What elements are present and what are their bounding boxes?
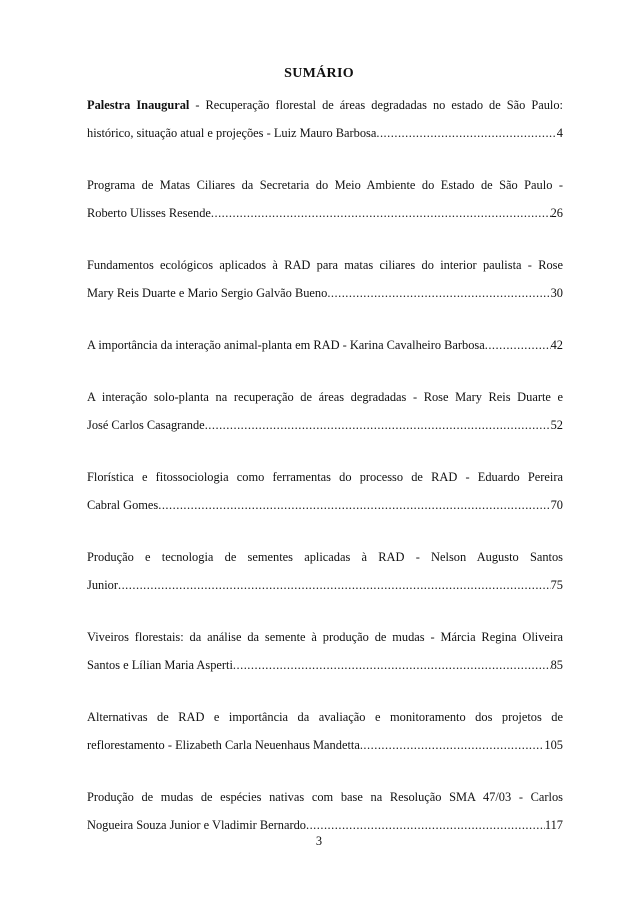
toc-entry[interactable] bbox=[87, 91, 563, 147]
toc-entry-title-line: Alternativas de RAD e importância da avaliação e monitoramento dos projetos de bbox=[87, 710, 563, 724]
toc-entry-title-tail: Cabral Gomes bbox=[87, 498, 159, 512]
dot-leader bbox=[233, 651, 551, 679]
toc-entry-title-line: Produção e tecnologia de sementes aplicadas à RAD - Nelson Augusto Santos bbox=[87, 550, 563, 564]
dot-leader bbox=[118, 571, 551, 599]
toc-entry-title-line: A interação solo-planta na recuperação de áreas degradadas - Rose Mary Reis Duarte e bbox=[87, 390, 563, 404]
toc-entry-bold-label: Palestra Inaugural bbox=[87, 98, 190, 112]
toc-entry-title-line: - Recuperação florestal de áreas degradadas no estado de São Paulo: bbox=[189, 98, 563, 112]
toc-entry-last-line bbox=[87, 651, 563, 679]
toc-entry-title-line: Florística e fitossociologia como ferramentas do processo de RAD - Eduardo Pereira bbox=[87, 470, 563, 484]
toc-entry-last-line bbox=[87, 411, 563, 439]
toc-entry[interactable] bbox=[87, 623, 563, 679]
toc-entry-title-tail: Junior bbox=[87, 578, 118, 592]
toc-entry-title-tail: Roberto Ulisses Resende bbox=[87, 206, 211, 220]
toc-entry-last-line bbox=[87, 571, 563, 599]
dot-leader bbox=[485, 331, 551, 359]
toc-entry-page: 105 bbox=[544, 738, 563, 752]
toc-entry-page: 70 bbox=[550, 498, 563, 512]
toc-entry-page: 30 bbox=[550, 286, 563, 300]
dot-leader bbox=[158, 491, 550, 519]
toc-entry-title-tail: A importância da interação animal-planta em RAD - Karina Cavalheiro Barbosa bbox=[87, 338, 485, 352]
dot-leader bbox=[205, 411, 551, 439]
toc-entry-title-line: Viveiros florestais: da análise da semente à produção de mudas - Márcia Regina Oliveira bbox=[87, 630, 563, 644]
toc-entry-title-tail: Santos e Lílian Maria Asperti bbox=[87, 658, 233, 672]
toc-entry-page: 42 bbox=[550, 338, 563, 352]
toc-entry-page: 4 bbox=[556, 126, 563, 140]
dot-leader bbox=[360, 731, 545, 759]
toc-entry-title-line: Programa de Matas Ciliares da Secretaria do Meio Ambiente do Estado de São Paulo - bbox=[87, 178, 563, 192]
toc-entry-line bbox=[87, 91, 563, 119]
toc-entry-title-tail: reflorestamento - Elizabeth Carla Neuenhaus Mandetta bbox=[87, 738, 360, 752]
toc-entry[interactable] bbox=[87, 251, 563, 307]
toc-entry-title-tail: Mary Reis Duarte e Mario Sergio Galvão Bueno bbox=[87, 286, 328, 300]
toc-entry[interactable] bbox=[87, 171, 563, 227]
toc-entry-title-tail: histórico, situação atual e projeções - Luiz Mauro Barbosa bbox=[87, 126, 377, 140]
toc-entry-last-line bbox=[87, 491, 563, 519]
toc-entry-title-tail: José Carlos Casagrande bbox=[87, 418, 205, 432]
toc-entry[interactable] bbox=[87, 463, 563, 519]
toc-entry[interactable] bbox=[87, 783, 563, 839]
toc-entry[interactable] bbox=[87, 383, 563, 439]
dot-leader bbox=[376, 119, 556, 147]
table-of-contents bbox=[87, 91, 563, 863]
toc-entry-last-line bbox=[87, 331, 563, 359]
toc-entry-last-line bbox=[87, 731, 563, 759]
toc-entry[interactable] bbox=[87, 331, 563, 359]
toc-entry-page: 85 bbox=[550, 658, 563, 672]
toc-entry-page: 52 bbox=[550, 418, 563, 432]
toc-entry-page: 26 bbox=[550, 206, 563, 220]
toc-entry-page: 75 bbox=[550, 578, 563, 592]
toc-entry[interactable] bbox=[87, 703, 563, 759]
page-number: 3 bbox=[315, 834, 323, 848]
toc-entry-page: 117 bbox=[544, 818, 563, 832]
toc-entry-title-tail: Nogueira Souza Junior e Vladimir Bernardo bbox=[87, 818, 306, 832]
dot-leader bbox=[327, 279, 550, 307]
toc-entry-title-line: Fundamentos ecológicos aplicados à RAD para matas ciliares do interior paulista - Rose bbox=[87, 258, 563, 272]
dot-leader bbox=[211, 199, 551, 227]
toc-entry-last-line bbox=[87, 119, 563, 147]
page-title: SUMÁRIO bbox=[284, 66, 354, 81]
toc-entry-last-line bbox=[87, 199, 563, 227]
toc-entry-last-line bbox=[87, 279, 563, 307]
toc-entry-title-line: Produção de mudas de espécies nativas com base na Resolução SMA 47/03 - Carlos bbox=[87, 790, 563, 804]
toc-entry[interactable] bbox=[87, 543, 563, 599]
